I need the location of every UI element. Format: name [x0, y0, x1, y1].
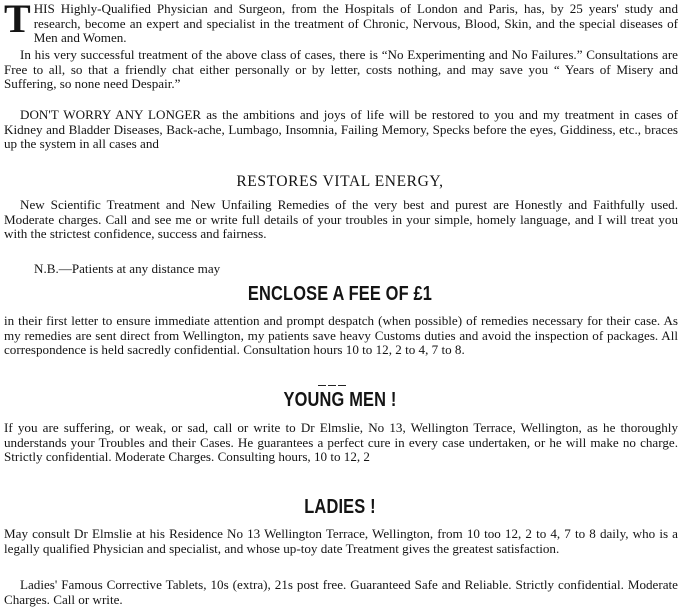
- nb-line: N.B.—Patients at any distance may: [34, 261, 221, 276]
- ladies-heading: LADIES !: [304, 496, 376, 518]
- ladies-consult-paragraph: May consult Dr Elmslie at his Residence No 13 Wellington Terrace, Wellington, from 10 too 12, 2 to 4, 7 to 8 daily, who is a legally qualified Physician and specialist, and whose up-toy date Treatment gives the greatest satisfaction.: [4, 526, 678, 556]
- intro-text: HIS Highly-Qualified Physician and Surgeon, from the Hospitals of London and Paris, has, by 25 years' study and research, become an expert and specialist in the treatment of Chronic, Nervous, Blood, Skin, and the special diseases of Men and Women.: [33, 1, 678, 46]
- tablets-paragraph: Ladies' Famous Corrective Tablets, 10s (extra), 21s post free. Guaranteed Safe and Reliable. Strictly confidential. Moderate Charges. Call or write.: [4, 577, 678, 607]
- dont-worry-lead: DON'T WORRY ANY LONGER: [20, 107, 202, 122]
- remedies-paragraph: in their first letter to ensure immediate attention and prompt despatch (when possible) of remedies necessary for their case. As my remedies are sent direct from Wellington, my patients save heavy Customs duties and avoid the inspection of packages. All correspondence is held sacredly confidential. Consultation hours 10 to 12, 2 to 4, 7 to 8.: [4, 313, 678, 358]
- dont-worry-paragraph: [4, 108, 678, 152]
- experimenting-paragraph: In his very successful treatment of the above class of cases, there is “No Experimenting and No Failures.” Consultations are Free to all, so that a friendly chat either personally or by letter, costs nothing, and may save you “ Years of Misery and Suffering, so none need Despair.”: [4, 47, 678, 92]
- intro-paragraph: [4, 2, 678, 46]
- scientific-treatment-paragraph: New Scientific Treatment and New Unfailing Remedies of the very best and purest are Honestly and Faithfully used. Moderate charges. Call and see me or write full details of your troubles in your simple, homely language, and I will treat you with the strictest confidence, success and fairness.: [4, 197, 678, 242]
- young-men-paragraph: If you are suffering, or weak, or sad, call or write to Dr Elmslie, No 13, Wellington Terrace, Wellington, as he thoroughly understands your Troubles and their Cases. He guarantees a perfect cure in every case undertaken, or he will make no charge. Strictly confidential. Moderate Charges. Consulting hours, 10 to 12, 2: [4, 420, 678, 465]
- enclose-fee-heading: ENCLOSE A FEE OF £1: [247, 283, 433, 305]
- drop-cap: T: [4, 0, 31, 41]
- restores-vital-energy-heading: RESTORES VITAL ENERGY,: [236, 173, 444, 190]
- dont-worry-text: as the ambitions and joys of life will be restored to you and my treatment in cases of Kidney and Bladder Diseases, Back-ache, Lumbago, Insomnia, Failing Memory, Specks before the eyes, Giddiness, etc., braces up the system in all cases and: [4, 107, 678, 152]
- separator-dashes: [318, 376, 348, 388]
- young-men-heading: YOUNG MEN !: [283, 389, 397, 411]
